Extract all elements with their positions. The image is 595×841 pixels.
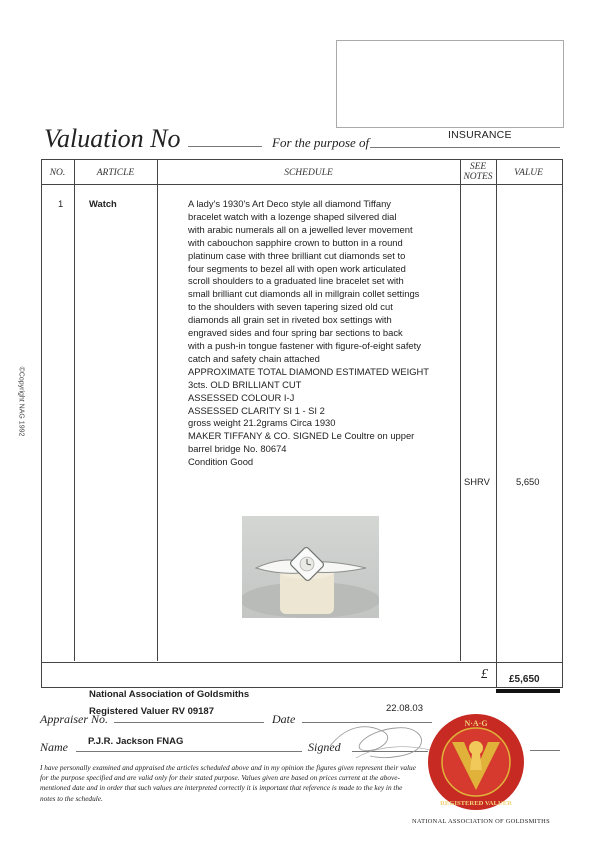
schedule-line: with cabouchon sapphire crown to button in a round xyxy=(188,236,403,248)
footer-organisation: NATIONAL ASSOCIATION OF GOLDSMITHS xyxy=(412,818,550,825)
seal-line xyxy=(530,750,560,751)
copyright-notice: ©Copyright NAG 1992 xyxy=(17,366,25,437)
purpose-label: For the purpose of xyxy=(272,135,370,150)
schedule-line: ASSESSED COLOUR I-J xyxy=(188,391,295,403)
organisation-name: National Association of Goldsmiths xyxy=(89,689,250,700)
column-divider xyxy=(496,159,497,661)
header-value: VALUE xyxy=(514,168,543,178)
item-value: 5,650 xyxy=(516,476,540,487)
column-divider xyxy=(157,159,158,661)
header-no: NO. xyxy=(49,168,66,178)
schedule-line: bracelet watch with a lozenge shaped silvered dial xyxy=(188,210,397,222)
date-label: Date xyxy=(272,712,296,726)
header-schedule: SCHEDULE xyxy=(284,168,333,178)
schedule-line: small brilliant cut diamonds all in millgrain collet settings xyxy=(188,288,420,300)
schedule-line: with a push-in tongue fastener with figure-of-eight safety xyxy=(188,339,421,351)
item-schedule xyxy=(188,198,463,469)
header-divider xyxy=(41,184,562,185)
name-label: Name xyxy=(40,740,68,754)
schedule-line: platinum case with three brilliant cut diamonds set to xyxy=(188,249,406,261)
purpose-value: INSURANCE xyxy=(448,129,512,141)
column-divider xyxy=(74,159,75,661)
currency-symbol: £ xyxy=(481,667,488,682)
seal-bottom-text: REGISTERED VALUER xyxy=(440,800,512,807)
header-see-notes xyxy=(460,162,496,182)
header-notes: NOTES xyxy=(463,172,493,182)
schedule-line: APPROXIMATE TOTAL DIAMOND ESTIMATED WEIGHT xyxy=(188,365,429,377)
disclaimer: I have personally examined and appraised the articles scheduled above and in my opinion the figures given represent their value for the purpose specified and are valid only for their stated purpose. Values given are based on prices current at the above-mentioned date and in order that such values are interpreted correctly it is important that reference is made to the key in the notes to the schedule. xyxy=(40,763,416,803)
registered-valuer: Registered Valuer RV 09187 xyxy=(89,706,214,717)
reference-box xyxy=(336,40,564,128)
item-article: Watch xyxy=(89,198,117,209)
schedule-line: with arabic numerals all on a jewelled lever movement xyxy=(188,223,413,235)
name-line xyxy=(76,751,302,752)
schedule-line: barrel bridge No. 80674 xyxy=(188,443,287,455)
schedule-line: diamonds all grain set in riveted box settings with xyxy=(188,314,392,326)
watch-photo xyxy=(242,516,379,618)
schedule-line: four segments to bezel all with open work articulated xyxy=(188,262,406,274)
schedule-line: scroll shoulders to a graduated line bracelet set with xyxy=(188,275,404,287)
schedule-line: Condition Good xyxy=(188,456,254,468)
header-see: SEE xyxy=(469,162,487,172)
total-divider xyxy=(496,661,497,687)
name-value: P.J.R. Jackson FNAG xyxy=(88,736,184,747)
purpose-line xyxy=(370,147,560,148)
seal-top-text: N·A·G xyxy=(464,719,488,728)
schedule-line: A lady's 1930's Art Deco style all diamond Tiffany xyxy=(188,198,391,209)
schedule-line: MAKER TIFFANY & CO. SIGNED Le Coultre on upper xyxy=(188,430,415,442)
header-article: ARTICLE xyxy=(96,168,135,178)
signed-label: Signed xyxy=(308,740,341,754)
nag-seal xyxy=(426,712,526,812)
total-value: £5,650 xyxy=(509,674,540,685)
schedule-line: catch and safety chain attached xyxy=(188,352,320,364)
schedule-line: engraved sides and four spring bar sections to back xyxy=(188,327,403,339)
total-underline xyxy=(496,689,560,693)
watch-illustration xyxy=(242,516,379,618)
appraiser-line xyxy=(114,722,264,723)
schedule-line: 3cts. OLD BRILLIANT CUT xyxy=(188,378,302,390)
valuation-number-line xyxy=(188,146,262,147)
appraiser-label: Appraiser No. xyxy=(40,712,109,726)
item-number: 1 xyxy=(58,198,64,209)
date-value: 22.08.03 xyxy=(386,703,423,714)
schedule-line: ASSESSED CLARITY SI 1 - SI 2 xyxy=(188,404,325,416)
schedule-line: to the shoulders with seven tapering sized old cut xyxy=(188,301,393,313)
seal-figure-icon xyxy=(469,741,483,755)
valuation-title: Valuation No xyxy=(44,124,181,153)
signature xyxy=(326,716,436,766)
schedule-line: gross weight 21.2grams Circa 1930 xyxy=(188,417,336,429)
item-notes: SHRV xyxy=(464,476,490,487)
